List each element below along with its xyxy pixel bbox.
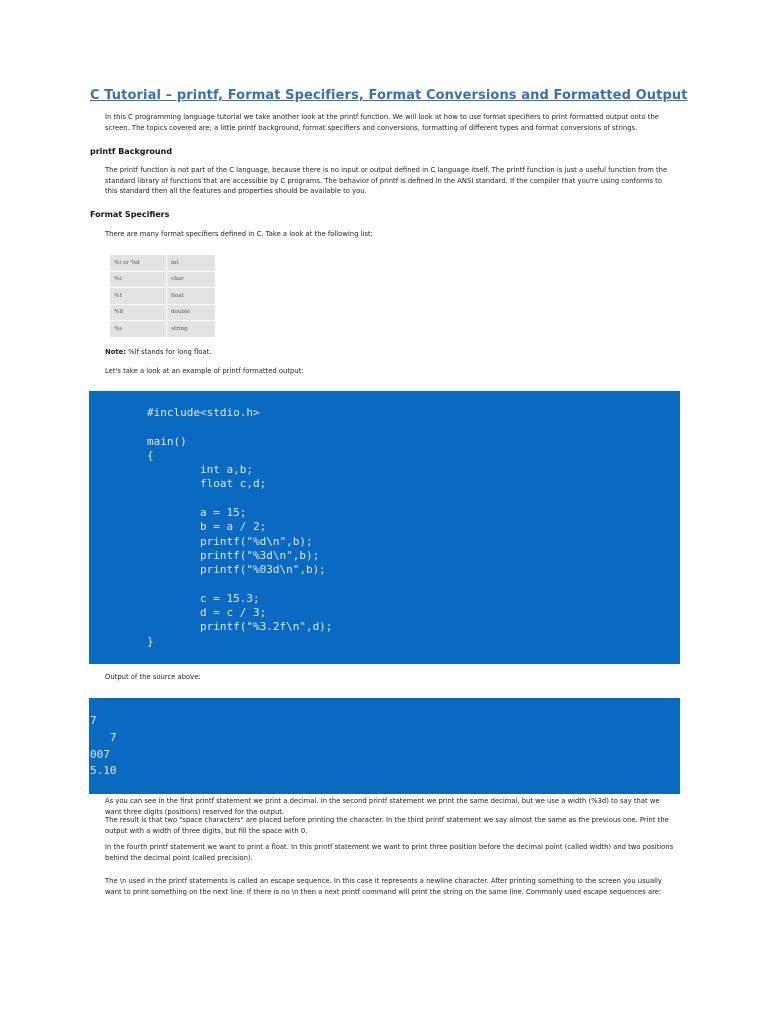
code-block: [89, 391, 680, 664]
example-intro: Let's take a look at an example of printf formatted output:: [105, 367, 304, 375]
table-row: [110, 321, 215, 337]
table-cell-type: string: [167, 321, 215, 337]
table-row: [110, 272, 215, 288]
table-cell-type: int: [167, 255, 215, 271]
explanation-paragraph-3: In the fourth printf statement we want to print a float. In this printf statement we want to print three position before the decimal point (called width) and two positions behind the decimal point (called precision).: [105, 843, 674, 862]
table-cell-specifier: %c: [110, 272, 166, 288]
page-title: C Tutorial – printf, Format Specifiers, Format Conversions and Formatted Output: [90, 88, 688, 103]
format-specifier-table: [109, 254, 216, 338]
table-row: [110, 288, 215, 304]
explanation-paragraph-1: As you can see in the first printf statement we print a decimal. In the second printf statement we print the same decimal, but we use a width (%3d) to say that we want three digits (positions) reserved for the output.: [105, 797, 660, 816]
note-text: %lf stands for long float.: [125, 348, 212, 356]
output-label: Output of the source above:: [105, 673, 201, 681]
intro-paragraph: In this C programming language tutorial we take another look at the printf function. We will look at how to use format specifiers to print formatted output onto the screen. The topics covered are; a little printf background, format specifiers and conversions, formatting of different types and format conversions of strings.: [105, 113, 659, 132]
table-cell-specifier: %s: [110, 321, 166, 337]
table-row: [110, 305, 215, 321]
table-cell-type: float: [167, 288, 215, 304]
note-label: Note:: [105, 348, 126, 356]
section-heading-printf-background: printf Background: [90, 147, 173, 156]
explanation-paragraph-4: The \n used in the printf statements is called an escape sequence. In this case it represents a newline character. After printing something to the screen you usually want to print something on the next line. If there is no \n then a next printf command will print the string on the same line. Commonly used escape sequences are:: [105, 877, 662, 896]
explanation-paragraph-2: The result is that two "space characters" are placed before printing the character. In the third printf statement we say almost the same as the previous one. Print the output with a width of three digits, but fill the space with 0.: [105, 816, 669, 835]
table-cell-specifier: %i or %d: [110, 255, 166, 271]
table-cell-type: double: [167, 305, 215, 321]
table-cell-type: char: [167, 272, 215, 288]
table-cell-specifier: %f: [110, 288, 166, 304]
table-cell-specifier: %lf: [110, 305, 166, 321]
section-heading-format-specifiers: Format Specifiers: [90, 210, 170, 219]
output-block: [89, 698, 680, 794]
code-text: #include<stdio.h> main() { int a,b; float c,d; a = 15; b = a / 2; printf("%d\n",b); printf("%3d\n",b); printf("%03d\n",b); c = 15.3; d = c / 3; printf("%3.2f\n",d); }: [147, 406, 333, 648]
table-row: [110, 255, 215, 271]
format-specifiers-paragraph: There are many format specifiers defined in C. Take a look at the following list:: [105, 230, 373, 238]
printf-background-paragraph: The printf function is not part of the C language, because there is no input or output defined in C language itself. The printf function is just a useful function from the standard library of functions that are accessible by C programs. The behavior of printf is defined in the ANSI standard. If the compiler that you're using conforms to this standard then all the features and properties should be available to you.: [105, 166, 668, 195]
note: [105, 348, 211, 356]
output-text: 7 7 007 5.10: [90, 714, 117, 778]
